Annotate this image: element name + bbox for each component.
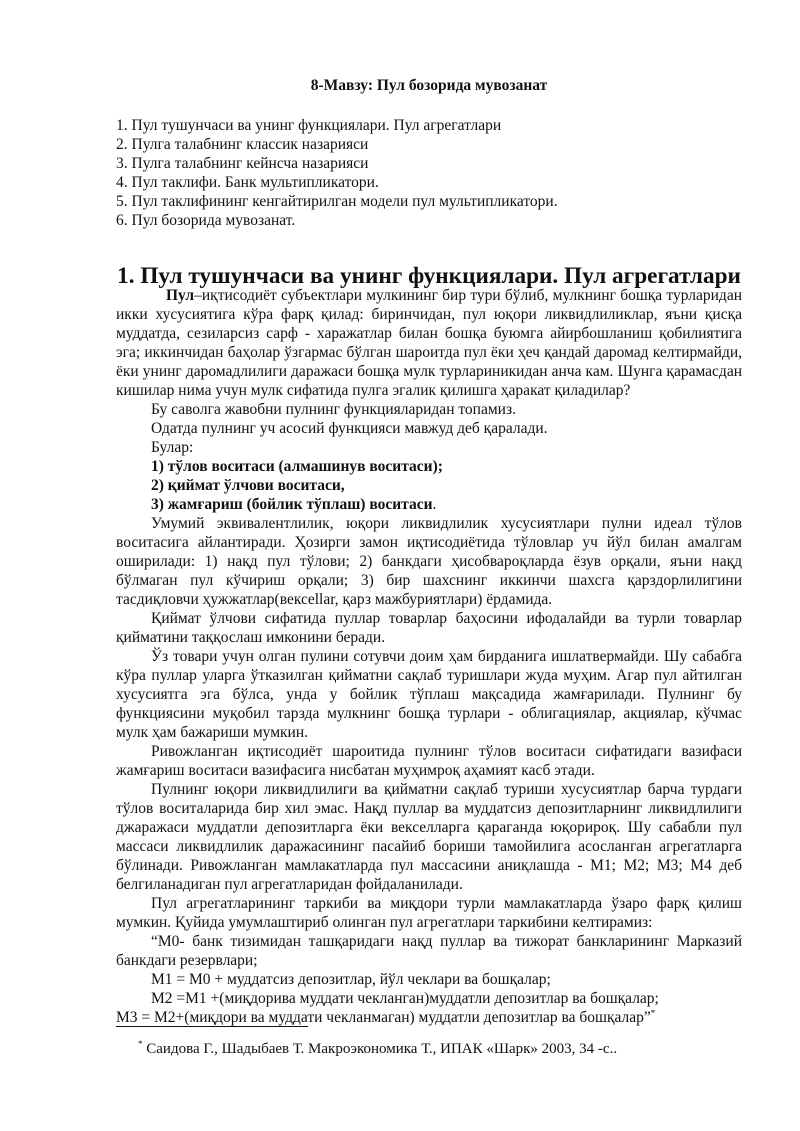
function-item	[116, 495, 742, 514]
page-title: 8-Мавзу: Пул бозорида мувозанат	[310, 77, 548, 94]
section-heading: 1. Пул тушунчаси ва унинг функциялари. Пул агрегатлари	[117, 263, 741, 289]
function-item: 1) тўлов воситаси (алмашинув воситаси);	[151, 458, 443, 475]
paragraph: Булар:	[151, 439, 194, 456]
paragraph-text: –иқтисодиёт субъектлари мулкининг бир тури бўлиб, мулкнинг бошқа турларидан икки хусусиятига кўра фарқ қилад: биринчидан, пул юқори ликвидлиликлар, яъни қисқа муддатда, сезиларсиз сарф - харажатлар билан бошқа буюмга айирбошланиш қобилиятига эга; иккинчидан баҳолар ўзгармас бўлган шароитда пул ёки ҳеч қандай даромад келтирмайди, ёки унинг даромадлилиги даражаси бошқа мулк турлариникидан анча кам. Шунга қарамасдан кишилар нима учун мулк сифатида пулга эгалик қилишга ҳаракат қиладилар?	[116, 287, 742, 399]
footnote-mark: *	[138, 1039, 143, 1049]
function-item-text: 3) жамғариш (бойлик тўплаш) воситаси	[151, 496, 433, 513]
function-item-end: .	[432, 496, 437, 513]
formula-text: M3 = M2+(миқдори ва муддати чекланмаган) муддатли депозитлар ва бошқалар”	[116, 1009, 651, 1026]
paragraph: Ривожланган иқтисодиёт шароитида пулнинг тўлов воситаси сифатидаги вазифаси жамғариш воситаси вазифасига нисбатан муҳимроқ аҳамият касб этади.	[116, 743, 742, 779]
paragraph: Бу саволга жавобни пулнинг функцияларидан топамиз.	[151, 401, 516, 418]
footnote	[116, 1040, 742, 1058]
paragraph: “M0- банк тизимидан ташқаридаги нақд пуллар ва тижорат банкларининг Марказий банкдаги резервлари;	[116, 933, 742, 969]
document-page	[116, 76, 742, 1027]
paragraph: Пулнинг юқори ликвидлилиги ва қийматни сақлаб туриши хусусиятлар барча турдаги тўлов воситаларида бир хил эмас. Нақд пуллар ва муддатсиз депозитларнинг ликвидлилиги джаражаси муддатли депозитларга ёки векселларга қараганда юқорироқ. Шу сабабли пул массаси ликвидлилик даражасининг пасайиб бориши тамойилига асосланган агрегатларга бўлинади. Ривожланган мамлакатларда пул массасини аниқлашда - M1; M2; M3; M4 деб белгиланадиган пул агрегатларидан фойдаланилади.	[116, 781, 742, 893]
footnote-divider	[116, 1026, 308, 1027]
formula-line: M1 = M0 + муддатсиз депозитлар, йўл чеклари ва бошқалар;	[151, 971, 551, 988]
paragraph: Қиймат ўлчови сифатида пуллар товарлар баҳосини ифодалайди ва турли товарлар қийматини таққослаш имконини беради.	[116, 610, 742, 646]
term-money: Пул	[166, 287, 195, 304]
paragraph: Ўз товари учун олган пулини сотувчи доим ҳам бирданига ишлатвермайди. Шу сабабга кўра пуллар уларга ўтказилган қийматни сақлаб туришлари жуда муҳим. Агар пул айтилган хусусиятга эга бўлса, унда у бойлик тўплаш мақсадида жамғарилади. Пулнинг бу функциясини муқобил тарзда мулкнинг бошқа турлари - облигациялар, акциялар, кўчмас мулк ҳам бажариши мумкин.	[116, 648, 742, 741]
paragraph: Пул агрегатларининг таркиби ва миқдори турли мамлакатларда ўзаро фарқ қилиш мумкин. Қуйида умумлаштириб олинган пул агрегатлари таркибини келтирамиз:	[116, 895, 742, 931]
formula-line: M2 =M1 +(миқдорива муддати чекланган)муддатли депозитлар ва бошқалар;	[151, 990, 659, 1007]
topic-outline	[116, 116, 742, 230]
paragraph: Одатда пулнинг уч асосий функцияси мавжуд деб қаралади.	[151, 420, 548, 437]
footnote-text: Саидова Г., Шадыбаев Т. Макроэкономика Т., ИПАК «Шарк» 2003, 34 -с..	[146, 1041, 618, 1057]
paragraph: Умумий эквивалентлилик, юқори ликвидлилик хусусиятлари пулни идеал тўлов воситасига айлантиради. Ҳозирги замон иқтисодиётида тўловлар уч йўл билан амалгам оширилади: 1) нақд пул тўлови; 2) банкдаги ҳисобвароқларда ёзув орқали, яъни нақд бўлмаган пул кўчириш орқали; 3) бир шахснинг иккинчи шахсга қарздорлилигини тасдиқловчи ҳужжатлар(вексellar, қарз мажбуриятлари) ёрдамида.	[116, 515, 742, 608]
outline-item: 2. Пулга талабнинг классик назарияси	[116, 136, 369, 153]
paragraph-money-definition	[116, 286, 742, 400]
outline-item: 5. Пул таклифининг кенгайтирилган модели пул мультипликатори.	[116, 193, 558, 210]
formula-line	[116, 1008, 742, 1027]
function-item: 2) қиймат ўлчови воситаси,	[151, 477, 345, 494]
outline-item: 3. Пулга талабнинг кейнсча назарияси	[116, 155, 369, 172]
outline-item: 4. Пул таклифи. Банк мультипликатори.	[116, 174, 379, 191]
footnote-ref[interactable]: *	[650, 1007, 656, 1018]
outline-item: 6. Пул бозорида мувозанат.	[116, 212, 296, 229]
outline-item: 1. Пул тушунчаси ва унинг функциялари. Пул агрегатлари	[116, 117, 502, 134]
